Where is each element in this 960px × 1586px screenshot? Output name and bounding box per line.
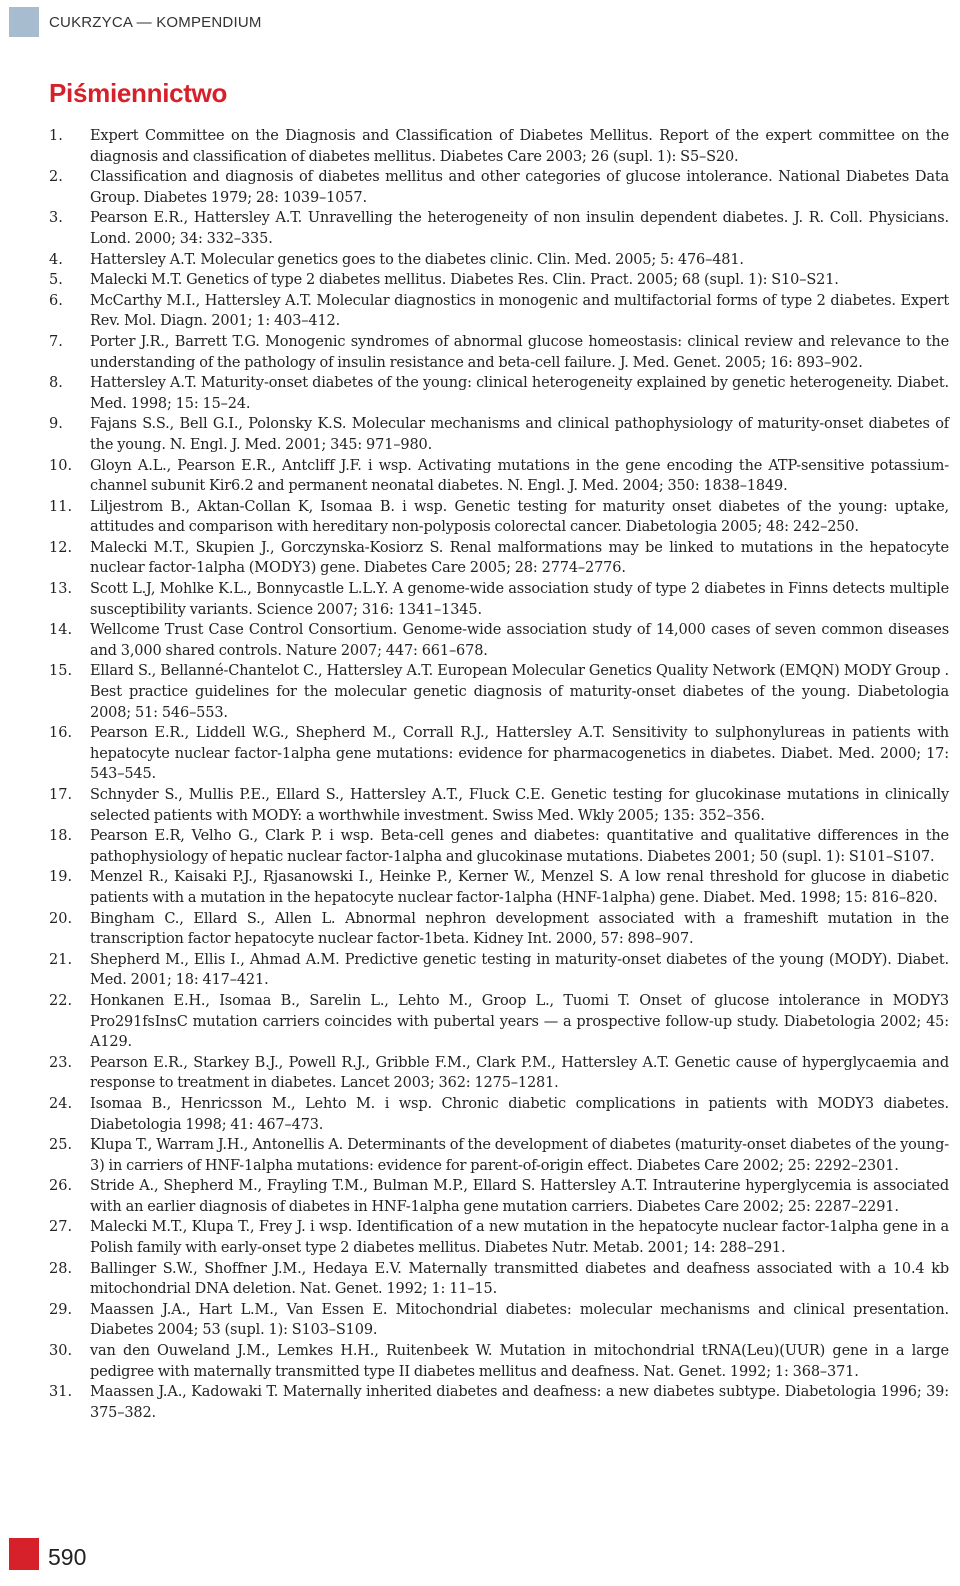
header-color-block xyxy=(9,7,39,37)
reference-number: 18. xyxy=(49,828,73,845)
reference-item xyxy=(49,414,949,455)
reference-item xyxy=(49,867,949,908)
reference-number: 16. xyxy=(49,725,73,742)
reference-item xyxy=(49,723,949,785)
reference-text: Pearson E.R., Hattersley A.T. Unravelling the heterogeneity of non insulin dependent diabetes. J. R. Coll. Physicians. Lond. 2000; 34: 332–335. xyxy=(90,210,949,247)
reference-item xyxy=(49,579,949,620)
reference-number: 12. xyxy=(49,539,73,556)
reference-text: Ballinger S.W., Shoffner J.M., Hedaya E.V. Maternally transmitted diabetes and deafness associated with a 10.4 kb mitochondrial DNA deletion. Nat. Genet. 1992; 1: 11–15. xyxy=(90,1260,949,1298)
reference-text: Honkanen E.H., Isomaa B., Sarelin L., Lehto M., Groop L., Tuomi T. Onset of glucose intolerance in MODY3 Pro291fsInsC mutation carriers coincides with pubertal years — a prospective follow-up study. Diabetologia 2002; 45: A129. xyxy=(90,992,949,1051)
reference-number: 10. xyxy=(49,457,73,474)
reference-number: 22. xyxy=(49,992,73,1009)
reference-item xyxy=(49,167,949,208)
reference-item xyxy=(49,1382,949,1423)
reference-number: 5. xyxy=(49,272,63,289)
reference-text: Menzel R., Kaisaki P.J., Rjasanowski I., Heinke P., Kerner W., Menzel S. A low renal threshold for glucose in diabetic patients with a mutation in the hepatocyte nuclear factor-1alpha (HNF-1alpha) gene. Diabet. Med. 1998; 15: 816–820. xyxy=(90,869,949,906)
reference-text: Bingham C., Ellard S., Allen L. Abnormal nephron development associated with a frameshift mutation in the transcription factor hepatocyte nuclear factor-1beta. Kidney Int. 2000, 57: 898–907. xyxy=(90,910,949,948)
page-footer xyxy=(9,1538,86,1570)
reference-item xyxy=(49,1135,949,1176)
reference-text: Malecki M.T., Klupa T., Frey J. i wsp. Identification of a new mutation in the hepatocyte nuclear factor-1alpha gene in a Polish family with early-onset type 2 diabetes mellitus. Diabetes Nutr. Metab. 2001; 14: 288–291. xyxy=(90,1219,949,1257)
reference-text: Malecki M.T., Skupien J., Gorczynska-Kosiorz S. Renal malformations may be linked to mutations in the hepatocyte nuclear factor-1alpha (MODY3) gene. Diabetes Care 2005; 28: 2774–2776. xyxy=(90,539,949,577)
reference-text: Hattersley A.T. Maturity-onset diabetes of the young: clinical heterogeneity explained by genetic heterogeneity. Diabet. Med. 1998; 15: 15–24. xyxy=(90,375,949,412)
reference-item xyxy=(49,661,949,723)
page-number: 590 xyxy=(48,1544,87,1570)
reference-number: 15. xyxy=(49,663,73,680)
reference-number: 28. xyxy=(49,1260,73,1277)
section-title: Piśmiennictwo xyxy=(49,78,228,108)
reference-text: Fajans S.S., Bell G.I., Polonsky K.S. Molecular mechanisms and clinical pathophysiology of maturity-onset diabetes of the young. N. Engl. J. Med. 2001; 345: 971–980. xyxy=(90,416,949,453)
reference-number: 21. xyxy=(49,951,73,968)
reference-item xyxy=(49,373,949,414)
reference-number: 20. xyxy=(49,910,73,927)
reference-text: Pearson E.R., Starkey B.J., Powell R.J., Gribble F.M., Clark P.M., Hattersley A.T. Genetic cause of hyperglycaemia and response to treatment in diabetes. Lancet 2003; 362: 1275–1281. xyxy=(90,1054,949,1092)
reference-item xyxy=(49,1300,949,1341)
reference-number: 31. xyxy=(49,1384,73,1401)
reference-item xyxy=(49,991,949,1053)
reference-number: 19. xyxy=(49,869,73,886)
footer-color-block xyxy=(9,1538,39,1570)
reference-number: 23. xyxy=(49,1054,73,1071)
reference-text: Hattersley A.T. Molecular genetics goes to the diabetes clinic. Clin. Med. 2005; 5: 476–481. xyxy=(90,251,744,268)
reference-text: Klupa T., Warram J.H., Antonellis A. Determinants of the development of diabetes (maturity-onset diabetes of the young-3) in carriers of HNF-1alpha mutations: evidence for parent-of-origin effect. Diabetes Care 2002; 25: 2292–2301. xyxy=(90,1137,949,1174)
reference-item xyxy=(49,497,949,538)
reference-number: 3. xyxy=(49,210,63,227)
reference-text: van den Ouweland J.M., Lemkes H.H., Ruitenbeek W. Mutation in mitochondrial tRNA(Leu)(UUR) gene in a large pedigree with maternally transmitted type II diabetes mellitus and deafness. Nat. Genet. 1992; 1: 368–371. xyxy=(90,1343,949,1380)
reference-number: 8. xyxy=(49,375,63,392)
reference-item xyxy=(49,250,949,271)
reference-item xyxy=(49,1176,949,1217)
reference-text: Shepherd M., Ellis I., Ahmad A.M. Predictive genetic testing in maturity-onset diabetes of the young (MODY). Diabet. Med. 2001; 18: 417–421. xyxy=(90,951,949,989)
reference-item xyxy=(49,785,949,826)
reference-text: Ellard S., Bellanné-Chantelot C., Hattersley A.T. European Molecular Genetics Quality Network (EMQN) MODY Group . Best practice guidelines for the molecular genetic diagnosis of maturity-onset diabetes of the young. Diabetologia 2008; 51: 546–553. xyxy=(90,663,949,721)
reference-item xyxy=(49,538,949,579)
reference-number: 7. xyxy=(49,333,63,350)
reference-number: 6. xyxy=(49,292,63,309)
reference-text: Classification and diagnosis of diabetes mellitus and other categories of glucose intolerance. National Diabetes Data Group. Diabetes 1979; 28: 1039–1057. xyxy=(90,169,949,206)
reference-number: 14. xyxy=(49,622,73,639)
reference-item xyxy=(49,1341,949,1382)
reference-number: 17. xyxy=(49,787,73,803)
reference-text: Pearson E.R., Liddell W.G., Shepherd M., Corrall R.J., Hattersley A.T. Sensitivity to sulphonylureas in patients with hepatocyte nuclear factor-1alpha gene mutations: evidence for pharmacogenetics in diabetes. Diabet. Med. 2000; 17: 543–545. xyxy=(90,725,949,783)
reference-text: Wellcome Trust Case Control Consortium. Genome-wide association study of 14,000 cases of seven common diseases and 3,000 shared controls. Nature 2007; 447: 661–678. xyxy=(90,622,949,659)
reference-number: 25. xyxy=(49,1137,73,1154)
reference-item xyxy=(49,909,949,950)
reference-number: 11. xyxy=(49,498,73,515)
reference-number: 27. xyxy=(49,1219,73,1236)
running-header xyxy=(9,7,262,37)
reference-number: 30. xyxy=(49,1343,73,1360)
reference-text: Pearson E.R, Velho G., Clark P. i wsp. Beta-cell genes and diabetes: quantitative and qualitative differences in the pathophysiology of hepatic nuclear factor-1alpha and glucokinase mutations. Diabetes 2001; 50 (supl. 1): S101–S107. xyxy=(90,828,949,865)
reference-text: Isomaa B., Henricsson M., Lehto M. i wsp. Chronic diabetic complications in patients with MODY3 diabetes. Diabetologia 1998; 41: 467–473. xyxy=(90,1095,949,1133)
reference-text: Gloyn A.L., Pearson E.R., Antcliff J.F. i wsp. Activating mutations in the gene encoding the ATP-sensitive potassium-channel subunit Kir6.2 and permanent neonatal diabetes. N. Engl. J. Med. 2004; 350: 1838–1849. xyxy=(90,457,949,495)
reference-item xyxy=(49,620,949,661)
reference-number: 4. xyxy=(49,251,63,268)
reference-number: 2. xyxy=(49,169,63,186)
reference-item xyxy=(49,826,949,867)
reference-item xyxy=(49,291,949,332)
reference-text: Liljestrom B., Aktan-Collan K, Isomaa B. i wsp. Genetic testing for maturity onset diabetes of the young: uptake, attitudes and comparison with hereditary non-polyposis colorectal cancer. Diabetologia 2005; 48: 242–250. xyxy=(90,498,949,536)
reference-item xyxy=(49,126,949,167)
reference-item xyxy=(49,270,949,291)
reference-item xyxy=(49,1053,949,1094)
reference-number: 29. xyxy=(49,1301,73,1318)
reference-item xyxy=(49,332,949,373)
reference-text: McCarthy M.I., Hattersley A.T. Molecular diagnostics in monogenic and multifactorial forms of type 2 diabetes. Expert Rev. Mol. Diagn. 2001; 1: 403–412. xyxy=(90,292,949,330)
reference-item xyxy=(49,456,949,497)
reference-number: 13. xyxy=(49,581,73,598)
reference-number: 26. xyxy=(49,1178,73,1195)
reference-item xyxy=(49,950,949,991)
reference-item xyxy=(49,208,949,249)
reference-item xyxy=(49,1094,949,1135)
reference-number: 1. xyxy=(49,128,63,144)
reference-text: Expert Committee on the Diagnosis and Classification of Diabetes Mellitus. Report of the expert committee on the diagnosis and classification of diabetes mellitus. Diabetes Care 2003; 26 (supl. 1): S5–S20. xyxy=(90,128,949,165)
reference-text: Maassen J.A., Hart L.M., Van Essen E. Mitochondrial diabetes: molecular mechanisms and clinical presentation. Diabetes 2004; 53 (supl. 1): S103–S109. xyxy=(90,1301,949,1339)
reference-text: Maassen J.A., Kadowaki T. Maternally inherited diabetes and deafness: a new diabetes subtype. Diabetologia 1996; 39: 375–382. xyxy=(90,1384,949,1421)
reference-item xyxy=(49,1217,949,1258)
reference-text: Porter J.R., Barrett T.G. Monogenic syndromes of abnormal glucose homeostasis: clinical review and relevance to the understanding of the pathology of insulin resistance and beta-cell failure. J. Med. Genet. 2005; 16: 893–902. xyxy=(90,333,949,371)
reference-item xyxy=(49,1259,949,1300)
reference-text: Schnyder S., Mullis P.E., Ellard S., Hattersley A.T., Fluck C.E. Genetic testing for glucokinase mutations in clinically selected patients with MODY: a worthwhile investment. Swiss Med. Wkly 2005; 135: 352–356. xyxy=(90,787,949,824)
reference-text: Stride A., Shepherd M., Frayling T.M., Bulman M.P., Ellard S. Hattersley A.T. Intrauterine hyperglycemia is associated with an earlier diagnosis of diabetes in HNF-1alpha gene mutation carriers. Diabetes Care 2002; 25: 2287–2291. xyxy=(90,1178,949,1215)
reference-number: 24. xyxy=(49,1095,73,1112)
reference-list xyxy=(49,126,949,1423)
reference-text: Scott L.J, Mohlke K.L., Bonnycastle L.L.Y. A genome-wide association study of type 2 diabetes in Finns detects multiple susceptibility variants. Science 2007; 316: 1341–1345. xyxy=(90,581,949,618)
reference-text: Malecki M.T. Genetics of type 2 diabetes mellitus. Diabetes Res. Clin. Pract. 2005; 68 (supl. 1): S10–S21. xyxy=(90,272,839,289)
running-title: CUKRZYCA — KOMPENDIUM xyxy=(49,13,262,31)
reference-number: 9. xyxy=(49,416,63,433)
